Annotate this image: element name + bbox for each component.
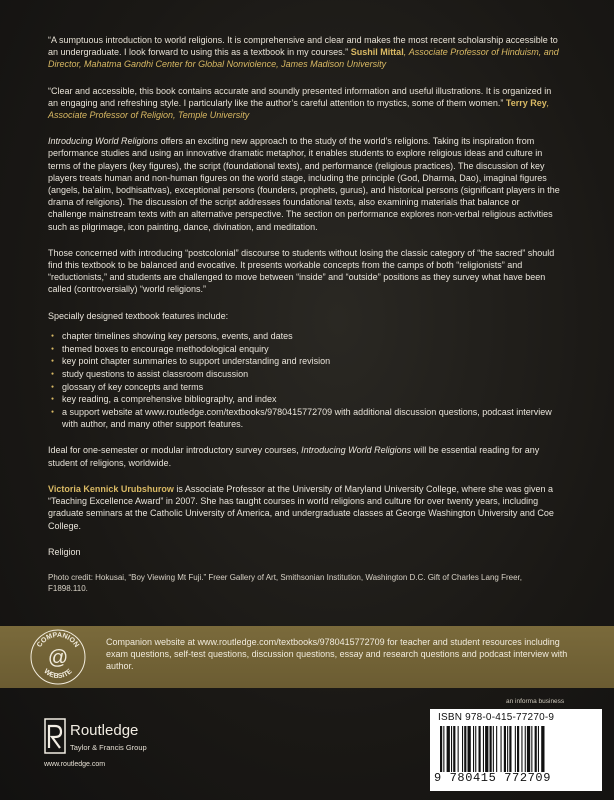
barcode-bar xyxy=(531,726,532,772)
features-list xyxy=(62,330,560,431)
barcode-bar xyxy=(501,726,502,772)
feature-item: ● key reading, a comprehensive bibliography, and index xyxy=(62,393,560,405)
ideal-prefix: Ideal for one-semester or modular introductory survey courses, xyxy=(48,445,299,456)
barcode-bar xyxy=(507,726,508,772)
feature-item: ● glossary of key concepts and terms xyxy=(62,381,560,393)
feature-item: ● a support website at www.routledge.com/textbooks/9780415772709 with additional discussion questions, podcast interview with author, and many other support features. xyxy=(62,406,560,430)
postcolonial-paragraph: Those concerned with introducing “postcolonial” discourse to students without losing the classic category of “the sacred” should find this textbook to be balanced and evocative. It presents workable concepts from the camps of both “religionists” and “reductionists,” and students are challenged to move between “inside” and “outside” positions as they survey what have been called (controversially) “world religions.” xyxy=(48,247,555,295)
publisher-name: Routledge xyxy=(70,722,139,739)
back-cover-text xyxy=(48,34,560,608)
isbn-label: ISBN 978-0-415-77270-9 xyxy=(438,712,555,723)
barcode-bar xyxy=(473,726,474,772)
endorsement-2-affiliation: Associate Professor of Religion, Temple University xyxy=(48,110,250,121)
barcode-bar xyxy=(527,726,530,772)
publisher-group: Taylor & Francis Group xyxy=(70,743,147,752)
barcode-bar xyxy=(535,726,537,772)
description-paragraph xyxy=(48,135,560,233)
publisher-url[interactable]: www.routledge.com xyxy=(44,761,106,768)
barcode-bar xyxy=(453,726,455,772)
features-intro: Specially designed textbook features include: xyxy=(48,310,229,321)
endorsement-2-text: “Clear and accessible, this book contains accurate and soundly presented information and useful illustrations. It is organized in an engaging and refreshing style. I particularly like the author’s careful attention to mystics, some of them women.” xyxy=(48,85,552,108)
isbn-barcode xyxy=(430,709,602,791)
companion-text: Companion website at www.routledge.com/textbooks/9780415772709 for teacher and student resources including exam questions, self-test questions, discussion questions, essay and research questions and podcast interview with author. xyxy=(106,637,568,671)
barcode-bar xyxy=(485,726,488,772)
barcode-bar xyxy=(458,726,459,772)
barcode-bar xyxy=(517,726,519,772)
book-title-italic: Introducing World Religions xyxy=(48,136,159,147)
description-text: offers an exciting new approach to the study of the world’s religions. Taking its inspiration from performance studies and using an innovative dramatic metaphor, it enables students to explore religious ideas and culture in terms of the players (key figures), the script (foundational texts), and performance (religious practices). The discussion of key players treats human and non-human figures on the world stage, including the principle (God, Dharma, Dao), imaginal figures (angels, ba’alim, bodhisattvas), exceptional persons (founders, prophets, gurus), and historical persons (significant players in the drama of religions). The discussion of the script addresses foundational texts, also examining materials that balance or challenge mainstream texts with an alternative perspective. The section on performance explores non-verbal religious activities such as pilgrimage, icon painting, dance, divination, and meditation. xyxy=(48,136,560,232)
author-bio-text: is Associate Professor at the University of Maryland University College, where she was given a “Teaching Excellence Award” in 2007. She has taught courses in world religions and culture for over twenty years, including graduate seminars at the Catholic University of America, and undergraduate classes at George Washington University and Coe College. xyxy=(48,483,554,531)
feature-item: ● chapter timelines showing key persons, events, and dates xyxy=(62,330,560,342)
barcode-bar xyxy=(462,726,463,772)
at-symbol-icon: @ xyxy=(47,647,69,669)
barcode-bar xyxy=(447,726,450,772)
endorsement-2: “Clear and accessible, this book contains accurate and soundly presented information and useful illustrations. It is organized in an engaging and refreshing style. I particularly like the author’s careful attention to mystics, some of them women.” Terry Rey, Associate Professor of Religion, Temple University xyxy=(48,85,552,121)
informa-tagline: an informa business xyxy=(506,698,565,705)
endorsement-1-text: “A sumptuous introduction to world religions. It is comprehensive and clear and makes the most recent scholarship accessible to an undergraduate. I look forward to using this as a textbook in my courses.” xyxy=(48,35,558,58)
subject-category: Religion xyxy=(48,546,81,557)
barcode-bar xyxy=(451,726,452,772)
barcode-bar xyxy=(490,726,492,772)
barcode-bar xyxy=(521,726,522,772)
feature-item: ● study questions to assist classroom discussion xyxy=(62,368,560,380)
barcode-bar xyxy=(483,726,484,772)
svg-text:WEBSITE xyxy=(42,668,73,680)
companion-website-badge xyxy=(30,629,86,685)
barcode-bar xyxy=(443,726,444,772)
author-bio xyxy=(48,483,560,532)
barcode-bar xyxy=(440,726,442,772)
barcode-bar xyxy=(538,726,539,772)
barcode-bar xyxy=(541,726,544,772)
ideal-suffix: will be essential reading for any student of religions, worldwide. xyxy=(48,445,540,468)
companion-band xyxy=(0,626,614,688)
barcode-bars xyxy=(438,726,596,772)
author-name: Victoria Kennick Urubshurow xyxy=(48,483,174,494)
barcode-bar xyxy=(496,726,497,772)
barcode-bar xyxy=(475,726,476,772)
endorsement-1: “A sumptuous introduction to world religions. It is comprehensive and clear and makes the most recent scholarship accessible to an undergraduate. I look forward to using this as a textbook in my courses.” Sushil Mittal, Associate Professor of Hinduism, and Director, Mahatma Gandhi Center for Global Nonviolence, James Madison University xyxy=(48,35,559,70)
feature-item: ● key point chapter summaries to support understanding and revision xyxy=(62,355,560,367)
ideal-paragraph xyxy=(48,444,560,468)
photo-credit: Photo credit: Hokusai, “Boy Viewing Mt Fuji.” Freer Gallery of Art, Smithsonian Institution, Washington D.C. Gift of Charles Lang Freer, F1898.110. xyxy=(48,572,522,593)
endorsement-2-name: Terry Rey xyxy=(505,97,547,108)
barcode-bar xyxy=(468,726,471,772)
barcode-bar xyxy=(493,726,494,772)
barcode-bar xyxy=(509,726,511,772)
barcode-bar xyxy=(525,726,526,772)
badge-top-text: COMPANION xyxy=(36,631,80,649)
badge-bottom-text: WEBSITE xyxy=(42,667,74,681)
routledge-logo xyxy=(44,712,164,758)
barcode-number: 9 780415 772709 xyxy=(434,771,552,785)
feature-item: ● themed boxes to encourage methodological enquiry xyxy=(62,343,560,355)
ideal-book-title: Introducing World Religions xyxy=(301,445,412,456)
endorsement-1-name: Sushil Mittal xyxy=(350,47,404,58)
routledge-mark-icon xyxy=(44,718,66,754)
barcode-bar xyxy=(504,726,506,772)
endorsement-1-affiliation: Associate Professor of Hinduism, and Director, Mahatma Gandhi Center for Global Nonviolence, James Madison University xyxy=(48,47,559,70)
barcode-bar xyxy=(464,726,466,772)
barcode-bar xyxy=(479,726,481,772)
barcode-bar xyxy=(515,726,516,772)
